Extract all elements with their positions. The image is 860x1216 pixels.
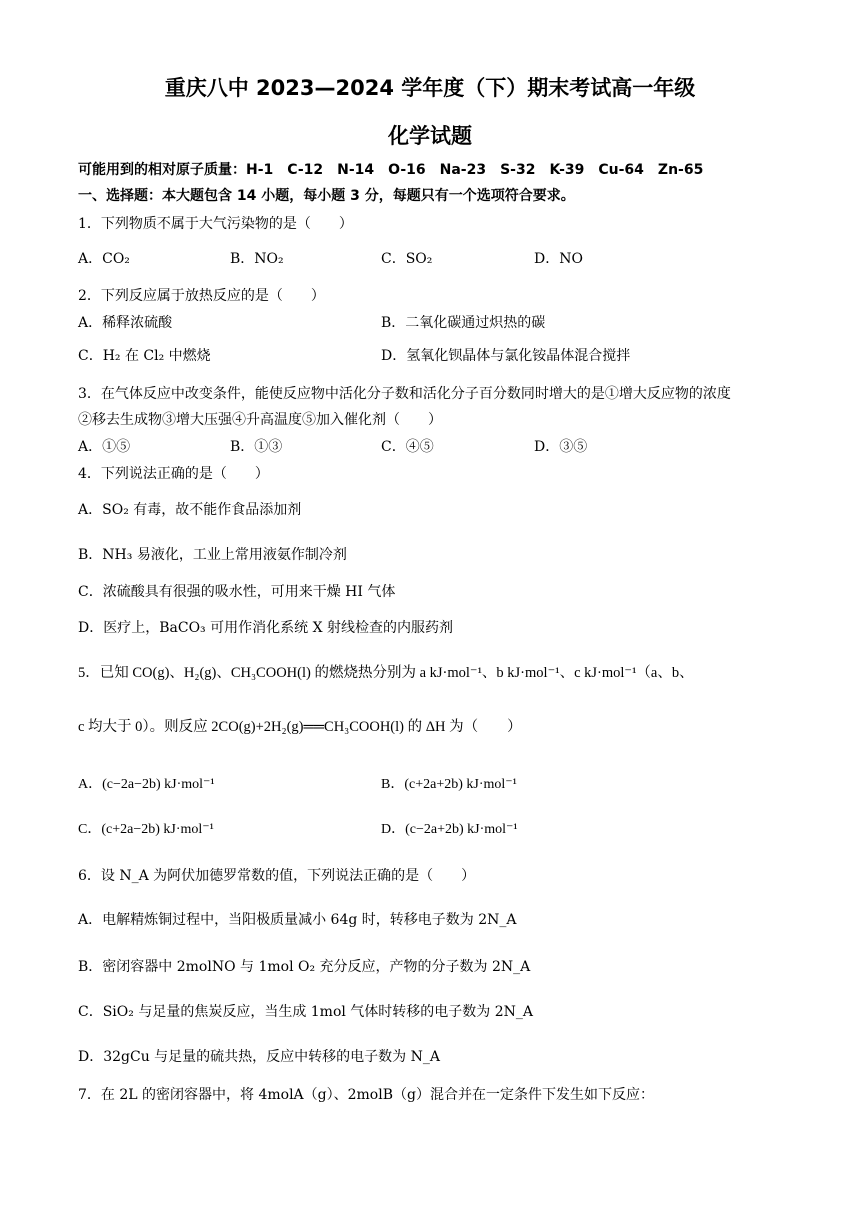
q4-option-c: C．浓硫酸具有很强的吸水性，可用来干燥 HI 气体	[78, 584, 396, 600]
q1-option-d: D．NO	[534, 251, 583, 267]
q2-option-c: C．H₂ 在 Cl₂ 中燃烧	[78, 348, 211, 364]
q1-option-b: B．NO₂	[230, 251, 284, 267]
q6-stem: 6．设 N_A 为阿伏加德罗常数的值，下列说法正确的是（ ）	[78, 868, 476, 884]
q5-option-d: D．(c−2a+2b) kJ·mol⁻¹	[381, 822, 518, 837]
q1-stem: 1．下列物质不属于大气污染物的是（ ）	[78, 216, 353, 232]
q2-option-d: D．氢氧化钡晶体与氯化铵晶体混合搅拌	[381, 348, 631, 364]
q5-stem-line2: c 均大于 0）。则反应 2CO(g)+2H₂(g)══CH₃COOH(l) 的 ΔH 为（ ）	[78, 719, 522, 735]
q5-option-a: A．(c−2a−2b) kJ·mol⁻¹	[78, 777, 215, 792]
q2-stem: 2．下列反应属于放热反应的是（ ）	[78, 288, 325, 304]
q3-option-d: D．③⑤	[534, 439, 588, 455]
q2-option-b: B．二氧化碳通过炽热的碳	[381, 315, 546, 331]
q4-stem: 4．下列说法正确的是（ ）	[78, 466, 269, 482]
q1-option-c: C．SO₂	[381, 251, 433, 267]
q3-option-c: C．④⑤	[381, 439, 434, 455]
q4-option-d: D．医疗上，BaCO₃ 可用作消化系统 X 射线检查的内服药剂	[78, 620, 453, 636]
q5-stem-line1: 5．已知 CO(g)、H₂(g)、CH₃COOH(l) 的燃烧热分别为 a kJ·mol⁻¹、b kJ·mol⁻¹、c kJ·mol⁻¹（a、b、	[78, 665, 694, 681]
q2-option-a: A．稀释浓硫酸	[78, 315, 173, 331]
q7-stem: 7．在 2L 的密闭容器中，将 4molA（g）、2molB（g）混合并在一定条件下发生如下反应：	[78, 1087, 654, 1103]
q5-option-b: B．(c+2a+2b) kJ·mol⁻¹	[381, 777, 517, 792]
q3-option-a: A．①⑤	[78, 439, 131, 455]
atomic-masses: 可能用到的相对原子质量：H-1 C-12 N-14 O-16 Na-23 S-32 K-39 Cu-64 Zn-65	[78, 162, 704, 178]
q5-option-c: C．(c+2a−2b) kJ·mol⁻¹	[78, 822, 214, 837]
q4-option-b: B．NH₃ 易液化，工业上常用液氨作制冷剂	[78, 547, 347, 563]
q6-option-b: B．密闭容器中 2molNO 与 1mol O₂ 充分反应，产物的分子数为 2N_A	[78, 959, 531, 975]
q6-option-c: C．SiO₂ 与足量的焦炭反应，当生成 1mol 气体时转移的电子数为 2N_A	[78, 1004, 534, 1020]
q6-option-d: D．32gCu 与足量的硫共热，反应中转移的电子数为 N_A	[78, 1049, 440, 1065]
q1-option-a: A．CO₂	[78, 251, 130, 267]
exam-subtitle: 化学试题	[388, 124, 472, 148]
q6-option-a: A．电解精炼铜过程中，当阳极质量减小 64g 时，转移电子数为 2N_A	[78, 912, 517, 928]
q3-stem-line2: ②移去生成物③增大压强④升高温度⑤加入催化剂（ ）	[78, 412, 442, 428]
q3-option-b: B．①③	[230, 439, 283, 455]
section-heading: 一、选择题：本大题包含 14 小题，每小题 3 分，每题只有一个选项符合要求。	[78, 188, 575, 204]
q4-option-a: A．SO₂ 有毒，故不能作食品添加剂	[78, 502, 302, 518]
q3-stem-line1: 3．在气体反应中改变条件，能使反应物中活化分子数和活化分子百分数同时增大的是①增大反应物的浓度	[78, 386, 731, 402]
exam-title: 重庆八中 2023—2024 学年度（下）期末考试高一年级	[164, 76, 696, 100]
